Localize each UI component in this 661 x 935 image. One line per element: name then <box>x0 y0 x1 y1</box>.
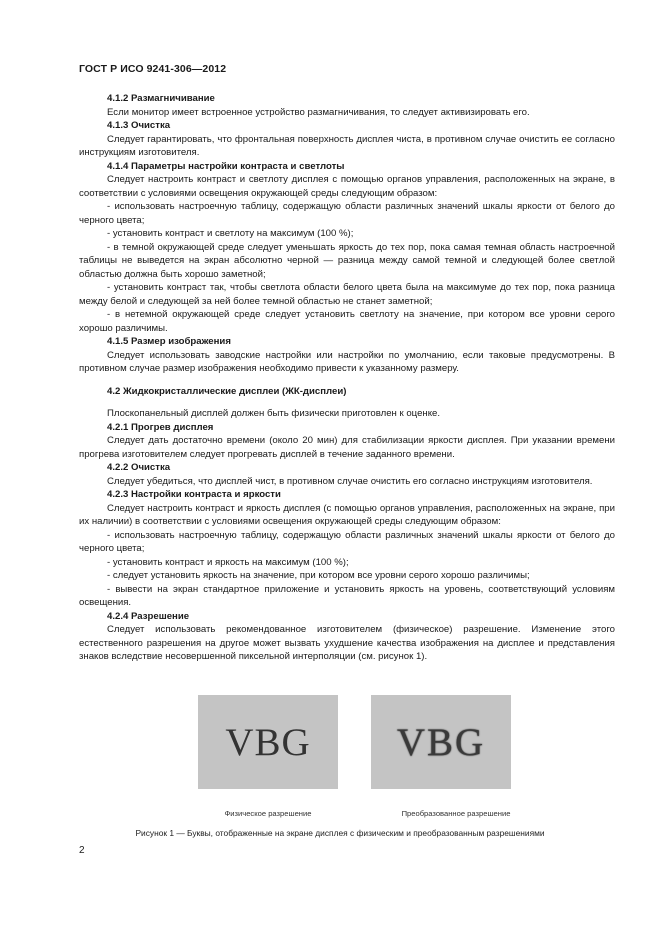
paragraph: - установить контраст так, чтобы светлота области белого цвета была на максимуме до тех пор, пока разница между белой и следующей за ней более темной областью не станет заметной; <box>79 282 615 307</box>
section-heading: 4.2.3 Настройки контраста и яркости <box>107 489 281 500</box>
section-heading: 4.2.1 Прогрев дисплея <box>107 421 214 433</box>
body-text <box>79 92 615 664</box>
paragraph: - установить контраст и светлоту на максимум (100 %); <box>107 228 354 239</box>
section-heading: 4.1.3 Очистка <box>107 120 171 131</box>
paragraph: Следует использовать заводские настройки или настройки по умолчанию, если таковые предусмотрены. В противном случае размер изображения необходимо привести к указанному размеру. <box>79 349 615 374</box>
paragraph: - использовать настроечную таблицу, содержащую области различных значений шкалы яркости от белого до черного цвета; <box>79 529 615 554</box>
section-heading: 4.2 Жидкокристаллические дисплеи (ЖК-дисплеи) <box>107 385 347 397</box>
paragraph: - установить контраст и яркость на максимум (100 %); <box>107 556 349 568</box>
figure-converted-resolution <box>371 695 511 789</box>
paragraph: - вывести на экран стандартное приложение и установить яркость на уровень, соответствующий условиям освещения. <box>79 583 615 608</box>
figure-physical-resolution <box>198 695 338 789</box>
section-heading: 4.1.5 Размер изображения <box>107 336 231 347</box>
paragraph: Следует убедиться, что дисплей чист, в противном случае очистить его согласно инструкциям изготовителя. <box>107 475 593 487</box>
paragraph: Следует использовать рекомендованное изготовителем (физическое) разрешение. Изменение этого естественного разрешения на другое может вызвать ухудшение качества изображения на дисплее и представления знаков вследствие несовершенной пиксельной интерполяции (см. рисунок 1). <box>79 624 615 662</box>
paragraph: - в нетемной окружающей среде следует установить светлоту на значение, при котором все уровни серого хорошо различимы. <box>79 309 615 334</box>
figure-caption: Рисунок 1 — Буквы, отображенные на экране дисплея с физическим и преобразованным разрешениями <box>135 828 545 838</box>
paragraph: - следует установить яркость на значение, при котором все уровни серого хорошо различимы; <box>107 570 530 581</box>
figure-physical-label: Физическое разрешение <box>224 809 312 818</box>
figure-converted-label: Преобразованное разрешение <box>401 809 511 818</box>
paragraph: - использовать настроечную таблицу, содержащую области различных значений шкалы яркости от белого до черного цвета; <box>79 201 615 226</box>
figure-converted-letters: VBG <box>396 720 486 764</box>
paragraph: Плоскопанельный дисплей должен быть физически приготовлен к оценке. <box>107 408 441 419</box>
paragraph: Следует дать достаточно времени (около 20 мин) для стабилизации яркости дисплея. При указании времени прогрева изготовителем следует прогревать дисплей в течение заданного времени. <box>79 435 615 460</box>
paragraph: Если монитор имеет встроенное устройство размагничивания, то следует активизировать его. <box>107 106 530 118</box>
section-heading: 4.1.2 Размагничивание <box>107 93 215 104</box>
section-heading: 4.1.4 Параметры настройки контраста и светлоты <box>107 160 345 172</box>
paragraph: - в темной окружающей среде следует уменьшать яркость до тех пор, пока самая темная область настроечной таблицы не выведется на экран абсолютно черной — разница между самой темной и следующей более светлой областью должна быть хорошо заметной; <box>79 241 615 280</box>
document-header: ГОСТ Р ИСО 9241-306—2012 <box>79 63 227 75</box>
section-heading: 4.2.2 Очистка <box>107 462 171 473</box>
paragraph: Следует настроить контраст и светлоту дисплея с помощью органов управления, расположенных на экране, в соответствии с условиями освещения окружающей среды следующим образом: <box>79 174 615 199</box>
paragraph: Следует гарантировать, что фронтальная поверхность дисплея чиста, в противном случае очистить ее согласно инструкциям изготовителя. <box>79 133 615 158</box>
page-number: 2 <box>79 845 85 856</box>
section-heading: 4.2.4 Разрешение <box>107 610 190 622</box>
figure-physical-letters: VBG <box>225 720 311 764</box>
paragraph: Следует настроить контраст и яркость дисплея (с помощью органов управления, расположенных на экране, при их наличии) в соответствии с условиями освещения окружающей среды следующим образом: <box>79 502 615 527</box>
